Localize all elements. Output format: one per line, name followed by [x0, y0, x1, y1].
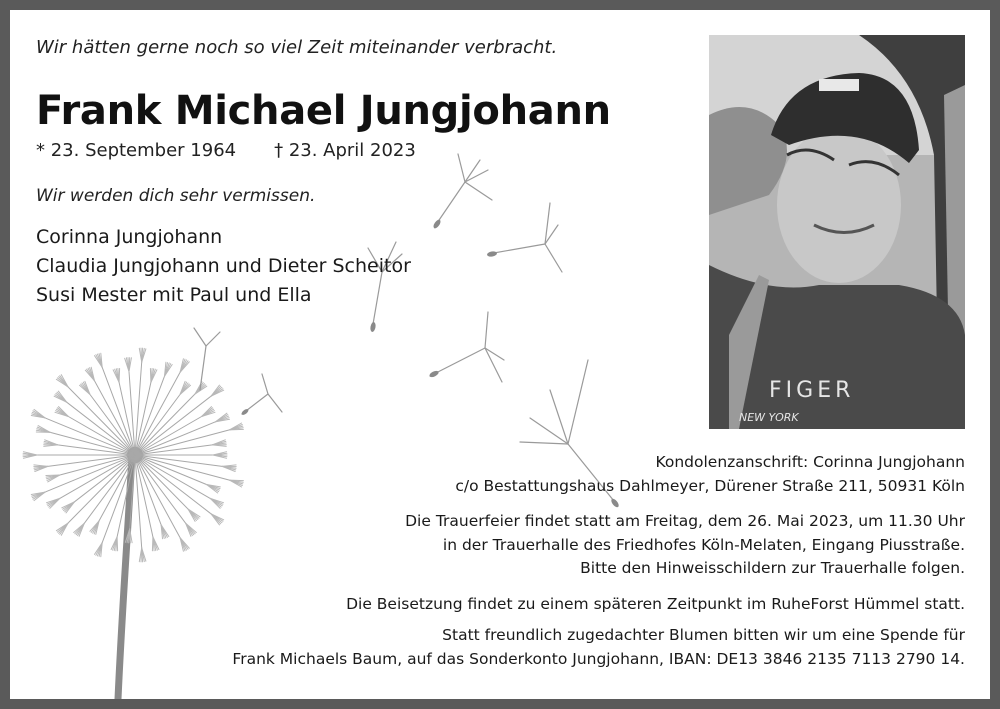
donation-info — [205, 624, 965, 671]
death-date: † 23. April 2023 — [274, 140, 416, 161]
cap-logo — [819, 79, 859, 91]
motto: Wir hätten gerne noch so viel Zeit miteinander verbracht. — [36, 37, 558, 58]
shirt-subtext: NEW YORK — [739, 411, 799, 424]
mourner: Susi Mester mit Paul und Ella — [36, 284, 312, 306]
ceremony-info — [205, 510, 965, 581]
shirt-text: FIGER — [769, 378, 855, 403]
mourner: Claudia Jungjohann und Dieter Scheitor — [36, 255, 411, 277]
condolence-address — [205, 451, 965, 498]
info-line: Die Trauerfeier findet statt am Freitag, dem 26. Mai 2023, um 11.30 Uhr — [405, 512, 965, 530]
mourner: Corinna Jungjohann — [36, 226, 223, 248]
info-line: Bitte den Hinweisschildern zur Trauerhalle folgen. — [580, 559, 965, 577]
deceased-name: Frank Michael Jungjohann — [36, 88, 611, 134]
info-line: Die Beisetzung findet zu einem späteren Zeitpunkt im RuheForst Hümmel statt. — [346, 595, 965, 613]
mourners-list — [36, 223, 411, 310]
portrait-photo — [709, 35, 965, 429]
info-line: c/o Bestattungshaus Dahlmeyer, Dürener Straße 211, 50931 Köln — [455, 476, 965, 495]
info-line: Frank Michaels Baum, auf das Sonderkonto Jungjohann, IBAN: DE13 3846 2135 7113 2790 14. — [232, 649, 965, 668]
obituary-card — [10, 10, 990, 699]
life-dates — [36, 140, 416, 161]
info-line: Kondolenzanschrift: Corinna Jungjohann — [655, 453, 965, 471]
info-line: in der Trauerhalle des Friedhofes Köln-Melaten, Eingang Piusstraße. — [442, 535, 965, 554]
birth-date: * 23. September 1964 — [36, 140, 237, 161]
info-line: Statt freundlich zugedachter Blumen bitten wir um eine Spende für — [442, 626, 965, 644]
tagline: Wir werden dich sehr vermissen. — [36, 186, 316, 206]
burial-info — [205, 593, 965, 617]
